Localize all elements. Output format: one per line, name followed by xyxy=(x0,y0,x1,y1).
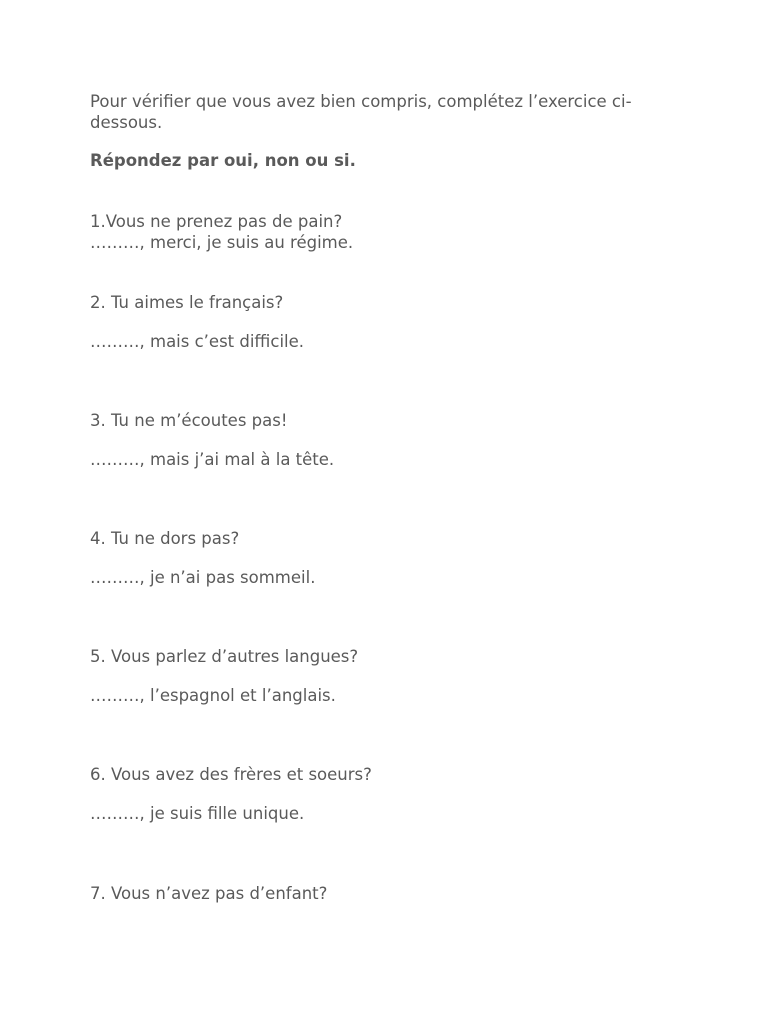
question-item-7 xyxy=(90,883,670,904)
question-text: 7. Vous n’avez pas d’enfant? xyxy=(90,884,328,903)
instruction-heading: Répondez par oui, non ou si. xyxy=(90,151,356,170)
answer-blank-text: ………, mais c’est difficile. xyxy=(90,332,305,351)
question-text: 2. Tu aimes le français? xyxy=(90,293,284,312)
question-text: 5. Vous parlez d’autres langues? xyxy=(90,647,359,666)
question-item-1 xyxy=(90,211,670,253)
question-text: 4. Tu ne dors pas? xyxy=(90,529,240,548)
intro-paragraph: Pour vérifier que vous avez bien compris, complétez l’exercice ci-dessous. xyxy=(90,92,632,132)
answer-blank-text: ………, je suis fille unique. xyxy=(90,804,305,823)
answer-blank-text: ………, je n’ai pas sommeil. xyxy=(90,568,316,587)
question-item-4 xyxy=(90,528,670,588)
answer-blank-text: ………, l’espagnol et l’anglais. xyxy=(90,686,336,705)
question-text: 3. Tu ne m’écoutes pas! xyxy=(90,411,288,430)
question-text: 6. Vous avez des frères et soeurs? xyxy=(90,765,372,784)
answer-blank-text: ………, mais j’ai mal à la tête. xyxy=(90,450,335,469)
question-item-3 xyxy=(90,410,670,470)
question-item-5 xyxy=(90,646,670,706)
question-item-6 xyxy=(90,764,670,824)
exercise-document xyxy=(90,91,670,904)
answer-blank-text: ………, merci, je suis au régime. xyxy=(90,233,354,252)
question-item-2 xyxy=(90,292,670,352)
question-text: 1.Vous ne prenez pas de pain? xyxy=(90,212,343,231)
